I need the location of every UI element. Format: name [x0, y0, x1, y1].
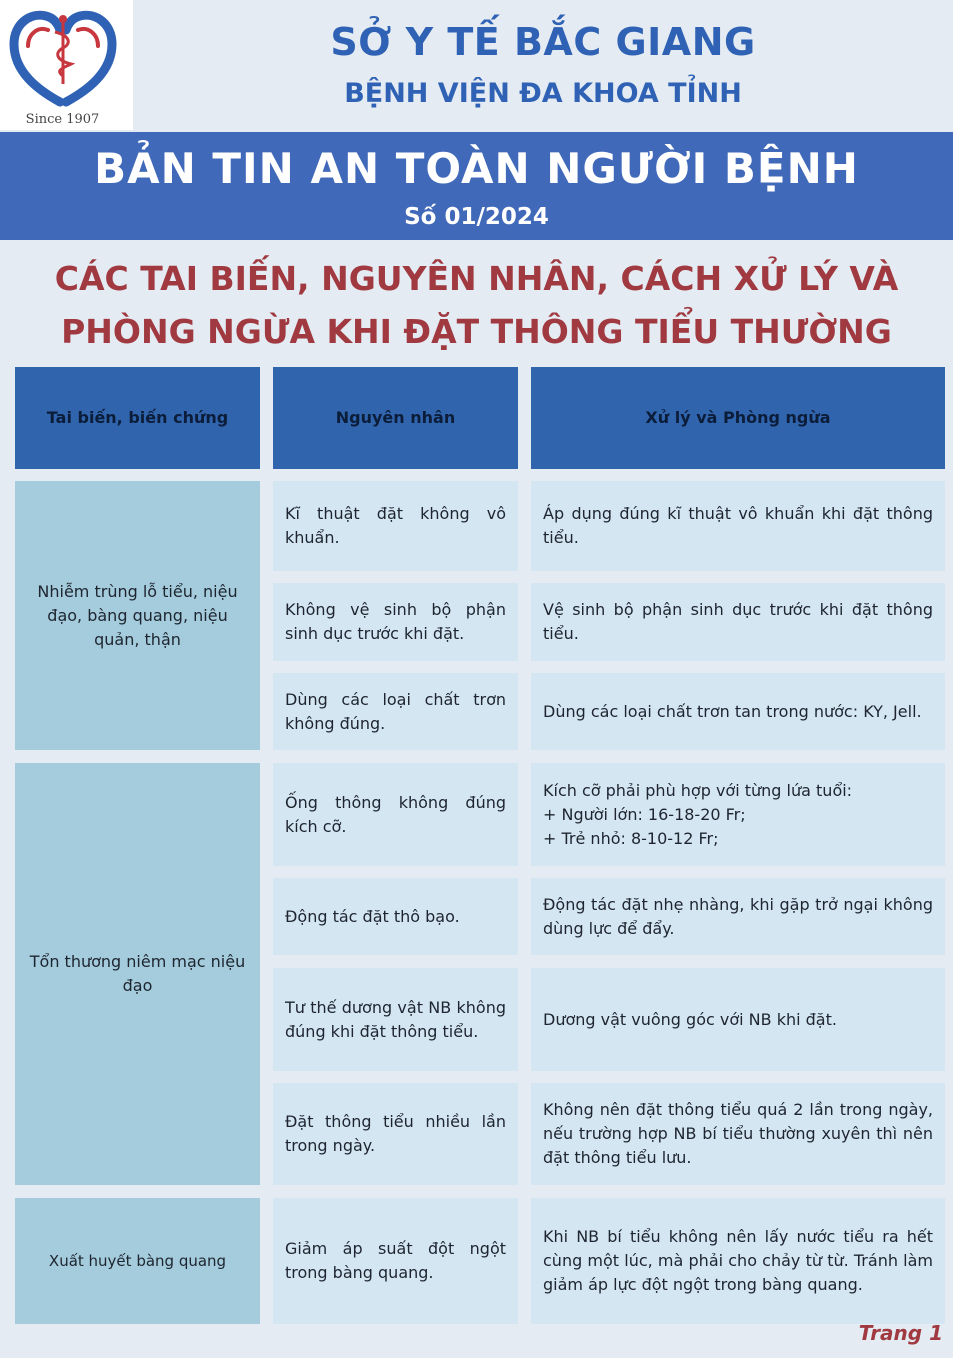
cause-cell: Kĩ thuật đặt không vô khuẩn. — [273, 481, 518, 571]
column-header-cause: Nguyên nhân — [273, 367, 518, 469]
complication-cell: Tổn thương niêm mạc niệu đạo — [15, 763, 260, 1185]
cause-cell: Không vệ sinh bộ phận sinh dục trước khi đặt. — [273, 583, 518, 661]
treatment-cell: Dương vật vuông góc với NB khi đặt. — [531, 968, 945, 1071]
headline-line-2: PHÒNG NGỪA KHI ĐẶT THÔNG TIỂU THƯỜNG — [61, 312, 892, 351]
headline-line-1: CÁC TAI BIẾN, NGUYÊN NHÂN, CÁCH XỬ LÝ VÀ — [54, 259, 899, 298]
cause-cell: Tư thế dương vật NB không đúng khi đặt thông tiểu. — [273, 968, 518, 1071]
complication-cell: Xuất huyết bàng quang — [15, 1198, 260, 1324]
column-header-treatment: Xử lý và Phòng ngừa — [531, 367, 945, 469]
cause-cell: Dùng các loại chất trơn không đúng. — [273, 673, 518, 750]
treatment-cell: Khi NB bí tiểu không nên lấy nước tiểu ra hết cùng một lúc, mà phải cho chảy từ từ. Tránh làm giảm áp lực đột ngột trong bàng quang. — [531, 1198, 945, 1324]
hospital-logo — [0, 0, 133, 130]
treatment-cell: Động tác đặt nhẹ nhàng, khi gặp trở ngại không dùng lực để đẩy. — [531, 878, 945, 955]
cause-cell: Giảm áp suất đột ngột trong bàng quang. — [273, 1198, 518, 1324]
treatment-cell: Kích cỡ phải phù hợp với từng lứa tuổi: + Người lớn: 16-18-20 Fr; + Trẻ nhỏ: 8-10-12 Fr; — [531, 763, 945, 866]
treatment-cell: Vệ sinh bộ phận sinh dục trước khi đặt thông tiểu. — [531, 583, 945, 661]
cause-cell: Đặt thông tiểu nhiều lần trong ngày. — [273, 1083, 518, 1185]
article-headline — [10, 252, 943, 358]
treatment-cell: Không nên đặt thông tiểu quá 2 lần trong ngày, nếu trường hợp NB bí tiểu thường xuyên thì nên đặt thông tiểu lưu. — [531, 1083, 945, 1185]
org-title: SỞ Y TẾ BẮC GIANG — [330, 20, 756, 64]
page-number: Trang 1 — [858, 1321, 943, 1345]
logo-since-text: Since 1907 — [25, 112, 100, 127]
cause-cell: Động tác đặt thô bạo. — [273, 878, 518, 955]
treatment-cell: Dùng các loại chất trơn tan trong nước: KY, Jell. — [531, 673, 945, 750]
bulletin-issue: Số 01/2024 — [404, 204, 549, 230]
bulletin-banner — [0, 132, 953, 240]
column-header-complication: Tai biến, biến chứng — [15, 367, 260, 469]
complication-cell: Nhiễm trùng lỗ tiểu, niệu đạo, bàng quang, niệu quản, thận — [15, 481, 260, 750]
cause-cell: Ống thông không đúng kích cỡ. — [273, 763, 518, 866]
treatment-cell: Áp dụng đúng kĩ thuật vô khuẩn khi đặt thông tiểu. — [531, 481, 945, 571]
heart-hands-caduceus-icon — [8, 6, 118, 110]
bulletin-title: BẢN TIN AN TOÀN NGƯỜI BỆNH — [94, 144, 859, 193]
hospital-name: BỆNH VIỆN ĐA KHOA TỈNH — [344, 78, 742, 109]
